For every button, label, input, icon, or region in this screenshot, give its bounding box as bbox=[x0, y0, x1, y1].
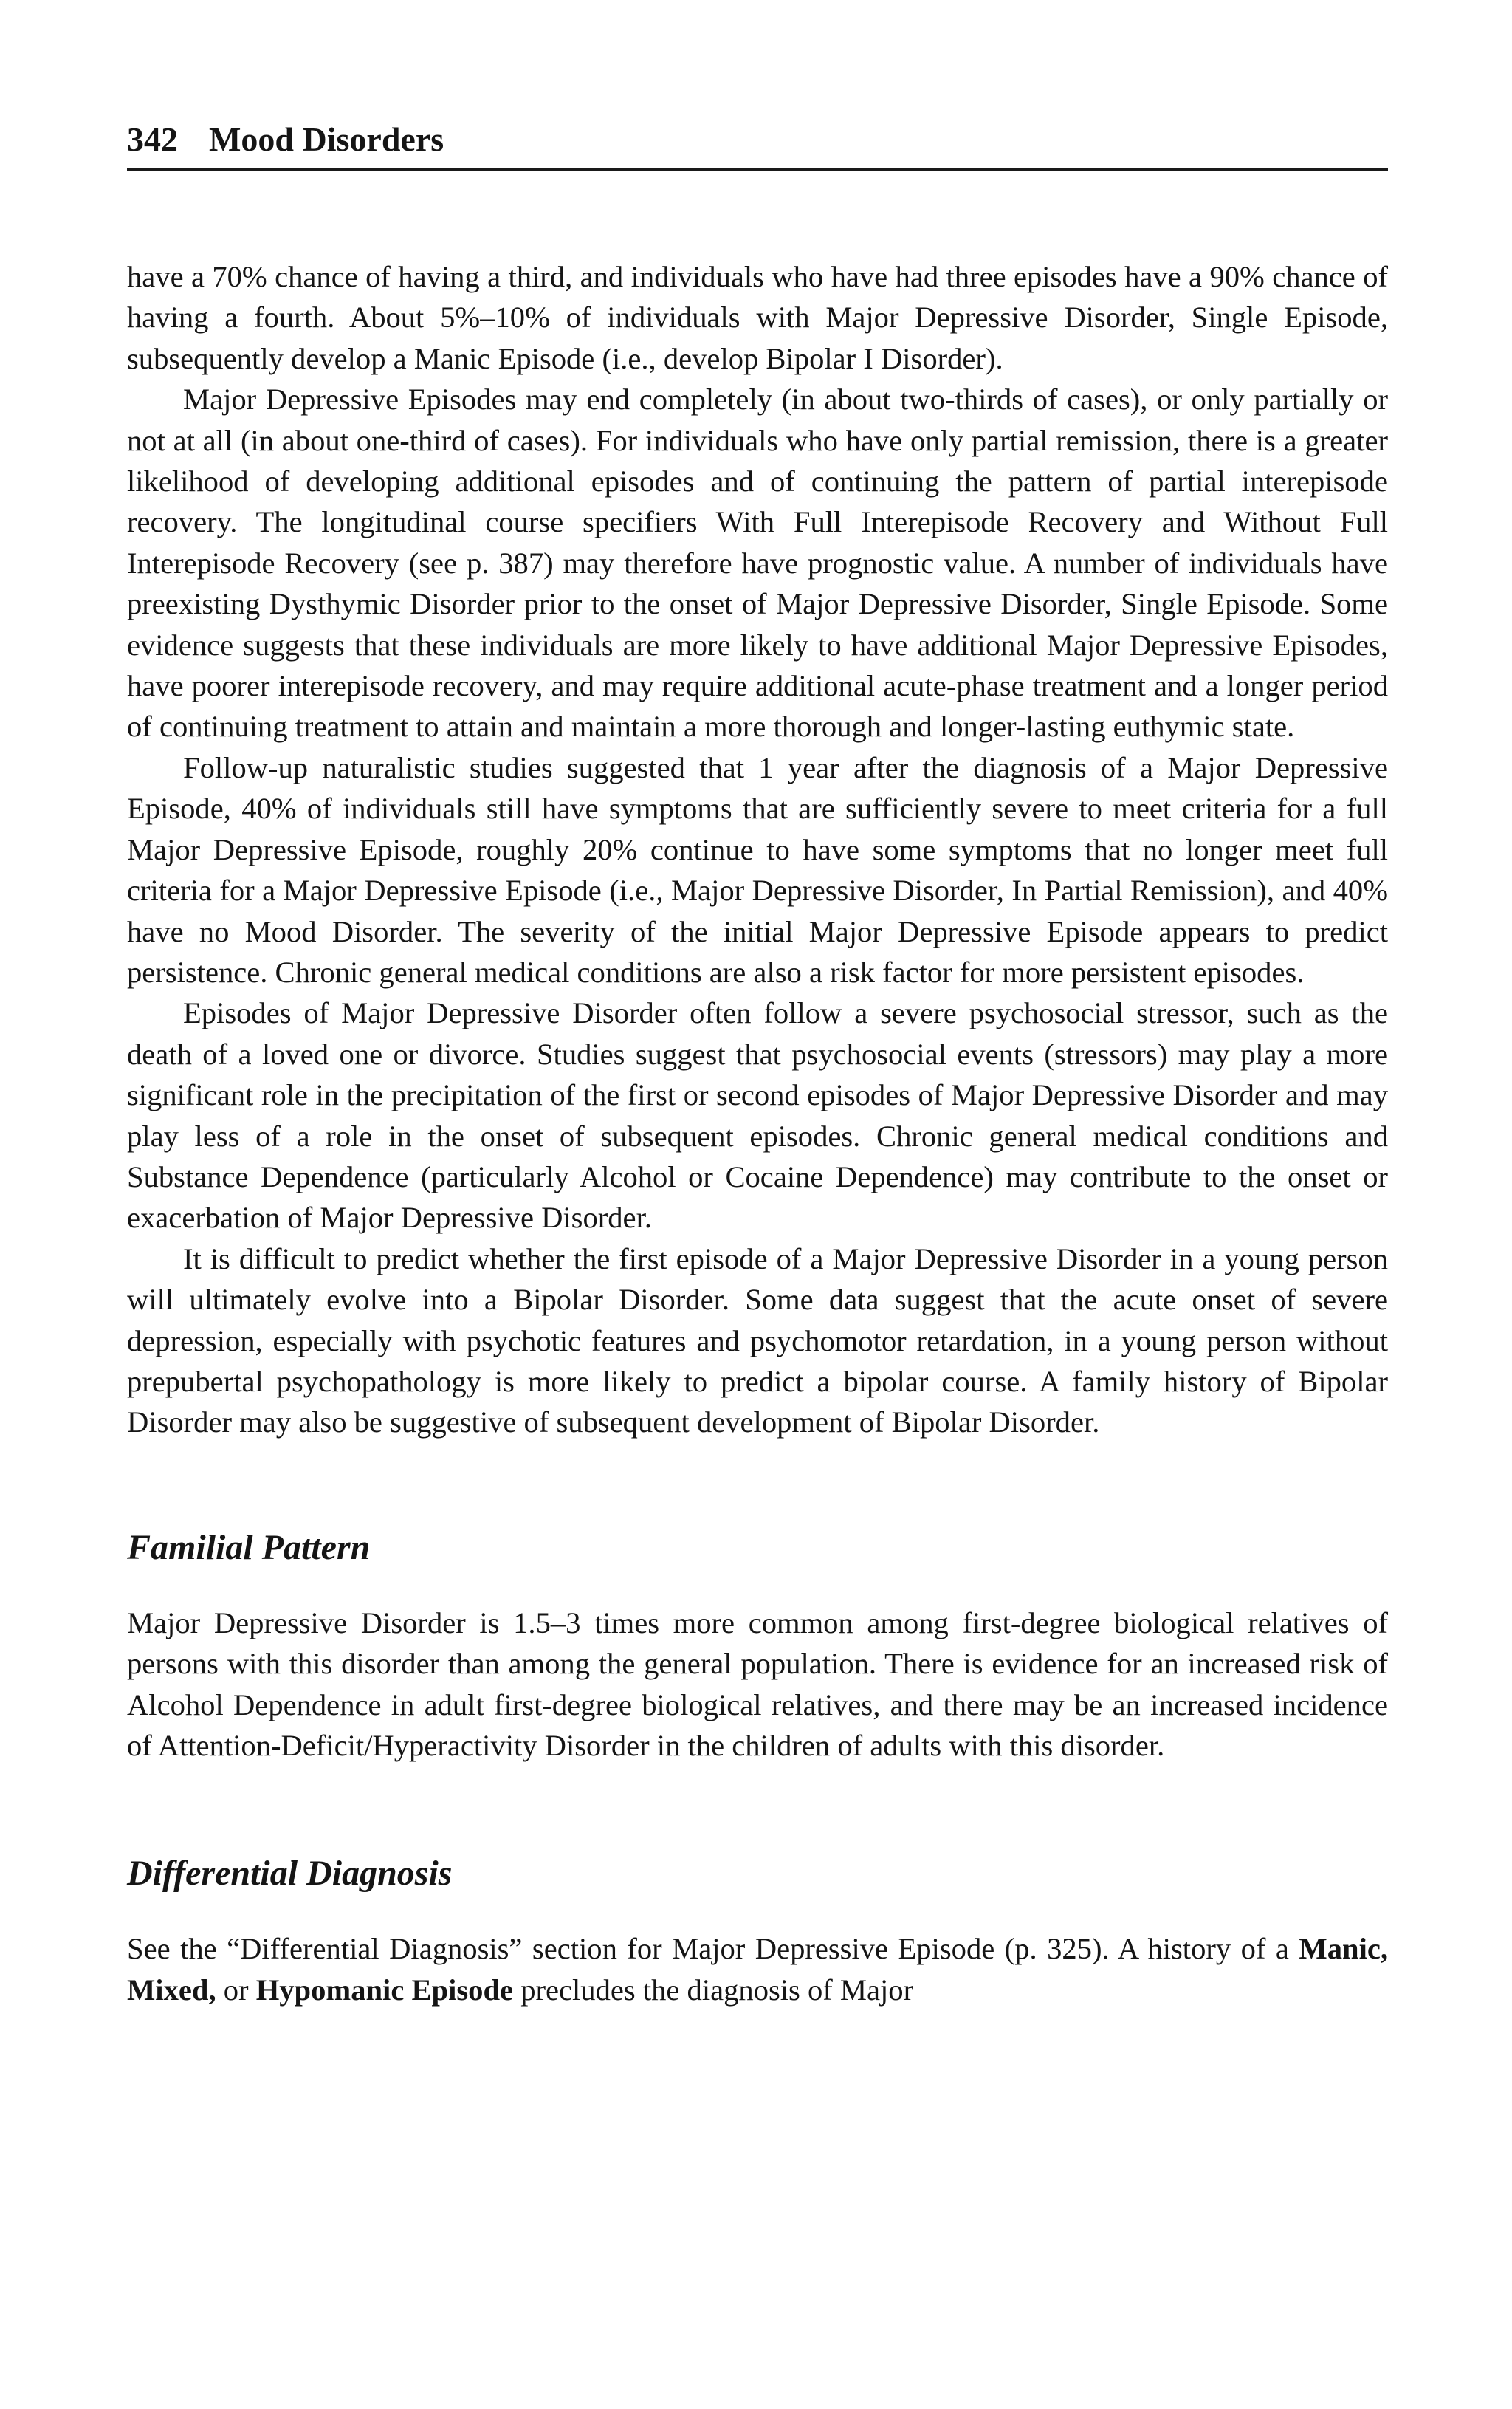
course-paragraph-4: Episodes of Major Depressive Disorder often follow a severe psychosocial stressor, such as the death of a loved one or divorce. Studies suggest that psychosocial events (stressors) may play a more significant role in the precipitation of the first or second episodes of Major Depressive Disorder and may play less of a role in the onset of subsequent episodes. Chronic general medical conditions and Substance Dependence (particularly Alcohol or Cocaine Dependence) may contribute to the onset or exacerbation of Major Depressive Disorder. bbox=[127, 996, 1388, 1235]
course-paragraph-2: Major Depressive Episodes may end completely (in about two-thirds of cases), or only partially or not at all (in about one-third of cases). For individuals who have only partial remission, there is a greater likelihood of developing additional episodes and of continuing the pattern of partial interepisode recovery. The longitudinal course specifiers With Full Interepisode Recovery and Without Full Interepisode Recovery (see p. 387) may therefore have prognostic value. A number of individuals have preexisting Dysthymic Disorder prior to the onset of Major Depressive Disorder, Single Episode. Some evidence suggests that these individuals are more likely to have additional Major Depressive Episodes, have poorer interepisode recovery, and may require additional acute-phase treatment and a longer period of continuing treatment to attain and maintain a more thorough and longer-lasting euthymic state. bbox=[127, 383, 1388, 744]
page-number: 342 bbox=[127, 120, 178, 158]
course-paragraph-1: have a 70% chance of having a third, and individuals who have had three episodes have a 90% chance of having a fourth. About 5%–10% of individuals with Major Depressive Disorder, Single Episode, subsequently develop a Manic Episode (i.e., develop Bipolar I Disorder). bbox=[127, 260, 1388, 375]
bold-term-hypomanic: Hypomanic Episode bbox=[255, 1973, 514, 2007]
differential-text-2: or bbox=[216, 1973, 256, 2007]
running-head bbox=[127, 111, 1388, 171]
bold-term-manic-mixed: Manic, Mixed, bbox=[127, 1932, 1388, 2007]
course-paragraph-5: It is difficult to predict whether the first episode of a Major Depressive Disorder in a young person will ultimately evolve into a Bipolar Disorder. Some data suggest that the acute onset of severe depression, especially with psychotic features and psychomotor retardation, in a young person without prepubertal psychopathology is more likely to predict a bipolar course. A family history of Bipolar Disorder may also be suggestive of subsequent development of Bipolar Disorder. bbox=[127, 1241, 1388, 1439]
body-text bbox=[127, 256, 1388, 2010]
book-page bbox=[127, 111, 1388, 2010]
course-paragraph-3: Follow-up naturalistic studies suggested that 1 year after the diagnosis of a Major Depressive Episode, 40% of individuals still have symptoms that are sufficiently severe to meet criteria for a full Major Depressive Episode, roughly 20% continue to have some symptoms that no longer meet full criteria for a Major Depressive Episode (i.e., Major Depressive Disorder, In Partial Remission), and 40% have no Mood Disorder. The severity of the initial Major Depressive Episode appears to predict persistence. Chronic general medical conditions are also a risk factor for more persistent episodes. bbox=[127, 750, 1388, 989]
familial-pattern-heading: Familial Pattern bbox=[127, 1527, 371, 1567]
chapter-title: Mood Disorders bbox=[209, 120, 444, 158]
familial-pattern-paragraph: Major Depressive Disorder is 1.5–3 times more common among first-degree biological relatives of persons with this disorder than among the general population. There is evidence for an increased risk of Alcohol Dependence in adult first-degree biological relatives, and there may be an increased incidence of Attention-Deficit/Hyperactivity Disorder in the children of adults with this disorder. bbox=[127, 1606, 1388, 1762]
differential-diagnosis-paragraph bbox=[127, 1928, 1388, 2010]
differential-text-1: See the “Differential Diagnosis” section for Major Depressive Episode (p. 325). A history of a bbox=[127, 1932, 1299, 1966]
differential-diagnosis-heading: Differential Diagnosis bbox=[127, 1854, 453, 1894]
differential-text-3: precludes the diagnosis of Major bbox=[513, 1973, 914, 2007]
